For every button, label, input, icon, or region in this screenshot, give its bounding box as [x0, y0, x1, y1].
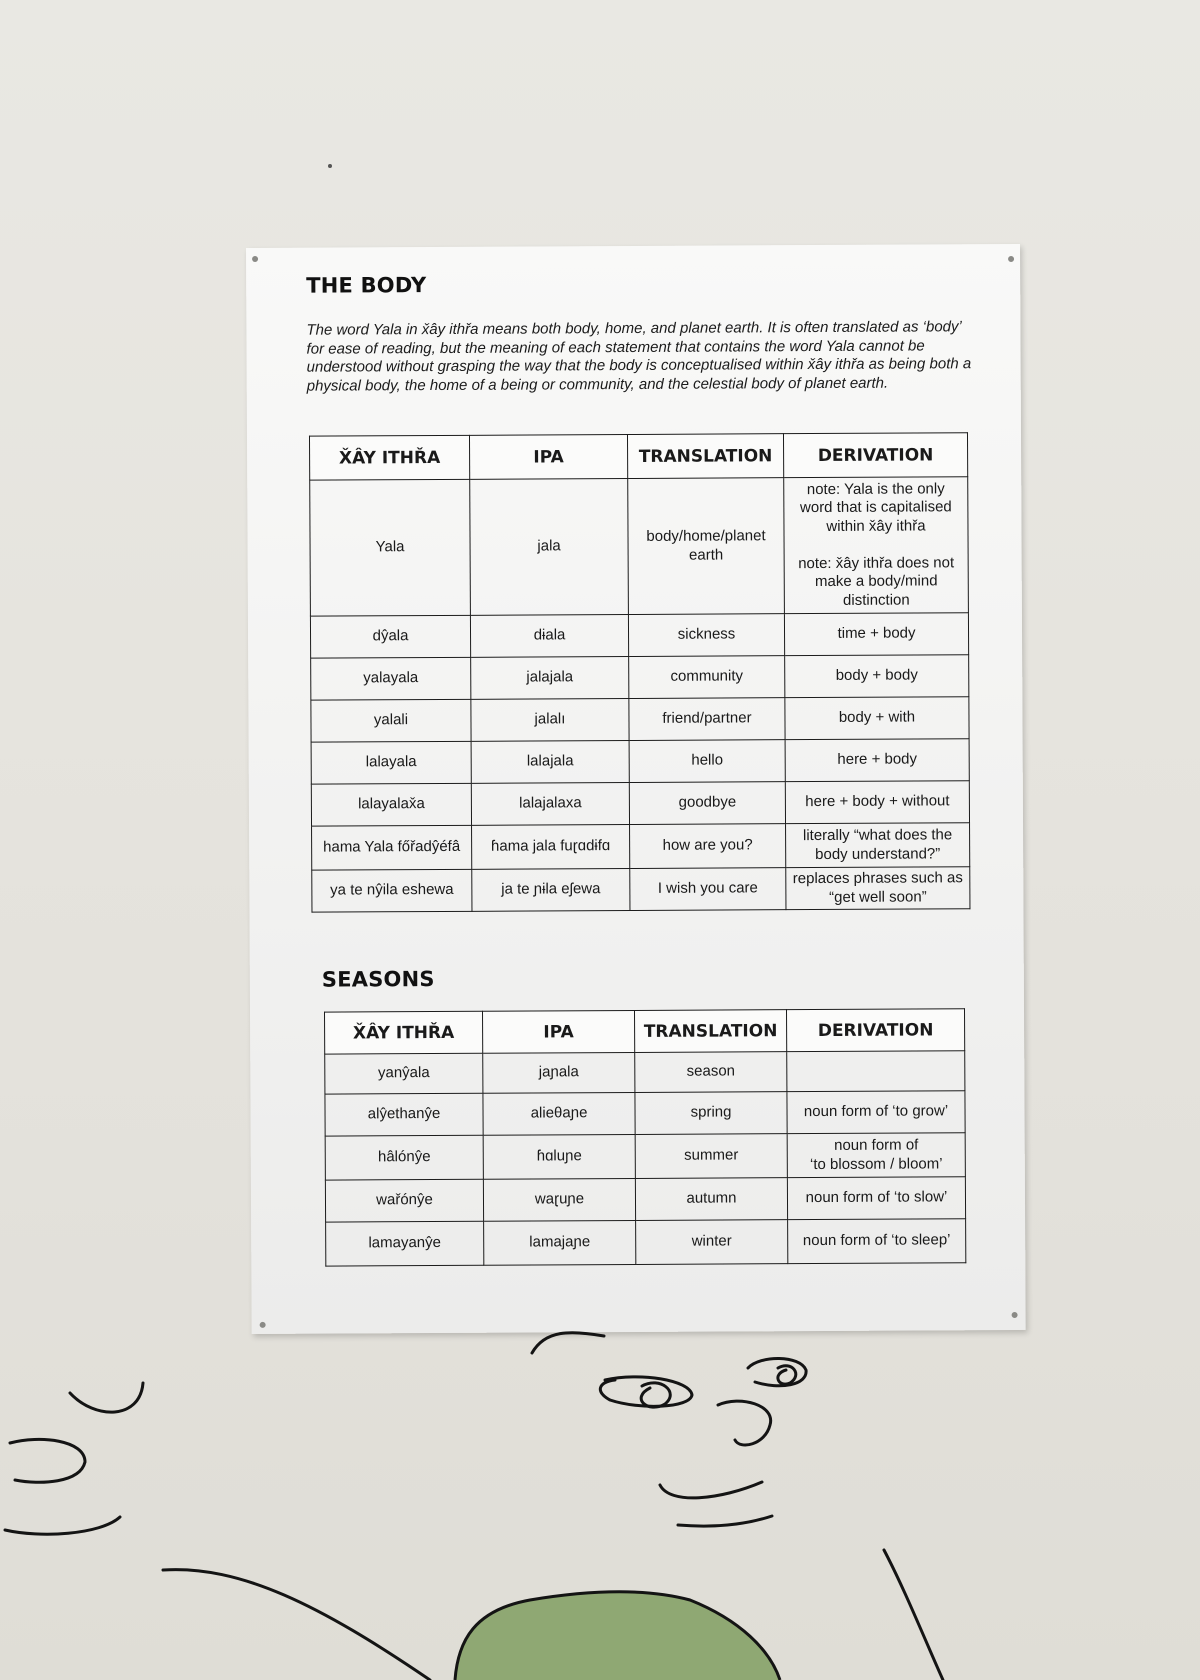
drawn-stroke-left-arc-1 [70, 1383, 143, 1412]
header-translation: TRANSLATION [627, 434, 783, 479]
cell-translation: season [635, 1052, 787, 1093]
drawn-body-line-right [884, 1550, 943, 1680]
body-vocabulary-table [309, 432, 970, 912]
table-row [325, 1177, 965, 1222]
cell-translation: community [629, 656, 785, 699]
cell-ipa: lalajala [471, 741, 629, 784]
table-row [311, 781, 969, 826]
table-row [325, 1051, 965, 1094]
cell-ipa: lamajaɲe [484, 1220, 636, 1265]
cell-derivation: noun form of ‘to sleep’ [788, 1219, 966, 1264]
table-header-row [309, 433, 967, 480]
cell-derivation: noun form of ‘to grow’ [787, 1091, 965, 1134]
cell-word: lalayala [311, 741, 471, 784]
cell-ipa: jalajala [471, 657, 629, 700]
table-row [326, 1219, 966, 1266]
table-row [310, 477, 969, 616]
cell-translation: sickness [628, 614, 784, 657]
drawn-nose [718, 1401, 771, 1445]
seasons-vocabulary-table [324, 1008, 966, 1266]
cell-derivation: noun form of ‘to blossom / bloom’ [787, 1133, 965, 1178]
screw-top-right [1008, 256, 1014, 262]
table-row [312, 823, 970, 870]
body-section-title: THE BODY [306, 273, 427, 298]
header-ipa: IPA [469, 435, 627, 480]
cell-word: lalayalax̌a [311, 783, 471, 826]
cell-word: yalayala [311, 657, 471, 700]
table-row [312, 867, 970, 912]
cell-derivation: replaces phrases such as “get well soon” [786, 867, 970, 910]
drawn-stroke-left-arc-3 [5, 1517, 120, 1534]
cell-derivation: here + body + without [785, 781, 969, 824]
drawn-stroke-left-arc-2 [10, 1439, 85, 1482]
cell-derivation: body + with [785, 697, 969, 740]
table-row [325, 1133, 965, 1180]
table-row [325, 1091, 965, 1136]
drawn-mouth-upper [660, 1482, 762, 1498]
cell-ipa: jaɲala [483, 1052, 635, 1093]
cell-translation: goodbye [629, 782, 785, 825]
cell-ipa: ɦama jala fuɽɑdɨfɑ [472, 824, 630, 869]
cell-derivation: body + body [785, 655, 969, 698]
cell-ipa: waɽuɲe [483, 1178, 635, 1221]
cell-translation: body/home/planet earth [628, 478, 785, 615]
header-xay-ithra: X̌ÂY ITHŘA [325, 1011, 483, 1054]
cell-word: hâlónŷe [325, 1135, 483, 1180]
drawn-eye-right-swirl [778, 1366, 796, 1384]
wall-speck [328, 164, 332, 168]
cell-word: wařónŷe [325, 1179, 483, 1222]
table-row [311, 739, 969, 784]
cell-derivation: literally “what does the body understand?” [786, 823, 970, 868]
drawn-eye-right [748, 1358, 806, 1385]
cell-word: yalali [311, 699, 471, 742]
cell-word: alŷethanŷe [325, 1093, 483, 1136]
drawn-eye-left-swirl [641, 1383, 670, 1407]
cell-translation: winter [636, 1220, 788, 1265]
cell-word: dŷala [310, 615, 470, 658]
header-derivation: DERIVATION [783, 433, 967, 478]
cell-derivation: here + body [785, 739, 969, 782]
drawn-mouth-lower [678, 1516, 772, 1526]
cell-word: hama Yala főřadŷéfâ [312, 825, 472, 870]
table-header-row [325, 1009, 965, 1054]
cell-ipa: jalalı [471, 699, 629, 742]
table-row [310, 613, 968, 658]
drawn-stroke-top-hook [532, 1333, 604, 1353]
cell-translation: autumn [635, 1178, 787, 1221]
cell-derivation: note: Yala is the only word that is capitalised within x̌ây ithřa note: x̌ây ithřa does not make a body/mind distinction [784, 477, 969, 614]
wall-line-drawing [0, 1300, 1200, 1680]
screw-top-left [252, 256, 258, 262]
cell-translation: summer [635, 1134, 787, 1179]
cell-word: yanŷala [325, 1053, 483, 1094]
header-derivation: DERIVATION [786, 1009, 964, 1052]
cell-word: lamayanŷe [326, 1221, 484, 1266]
cell-translation: spring [635, 1092, 787, 1135]
cell-derivation [787, 1051, 965, 1092]
cell-translation: how are you? [630, 824, 786, 869]
table-row [311, 655, 969, 700]
cell-translation: friend/partner [629, 698, 785, 741]
seasons-section-title: SEASONS [321, 967, 435, 992]
cell-ipa: ja te ɲɨla eʃewa [472, 868, 630, 911]
header-xay-ithra: X̌ÂY ITHŘA [309, 435, 469, 480]
header-ipa: IPA [482, 1010, 634, 1053]
drawn-body-line-left [163, 1570, 430, 1680]
green-leaf-shape [455, 1592, 780, 1680]
cell-translation: I wish you care [630, 868, 786, 911]
cell-ipa: ɦɑluɲe [483, 1134, 635, 1179]
header-translation: TRANSLATION [634, 1010, 786, 1053]
cell-ipa: alieθaɲe [483, 1092, 635, 1135]
cell-word: ya te nŷila eshewa [312, 869, 472, 912]
cell-word: Yala [310, 479, 471, 616]
cell-translation: hello [629, 740, 785, 783]
cell-derivation: time + body [784, 613, 968, 656]
body-section-intro: The word Yala in x̌ây ithřa means both body, home, and planet earth. It is often translated as ‘body’ for ease of reading, but the meaning of each statement that contains the word Yala cannot be understood without grasping the way that the body is conceptualised within x̌ây ithřa as being both a physical body, the home of a being or community, and the celestial body of planet earth. [306, 318, 972, 395]
table-row [311, 697, 969, 742]
cell-ipa: dɨala [470, 615, 628, 658]
cell-ipa: lalajalaxa [471, 783, 629, 826]
vocabulary-poster [246, 244, 1026, 1334]
cell-ipa: jala [470, 479, 629, 616]
cell-derivation: noun form of ‘to slow’ [787, 1177, 965, 1220]
